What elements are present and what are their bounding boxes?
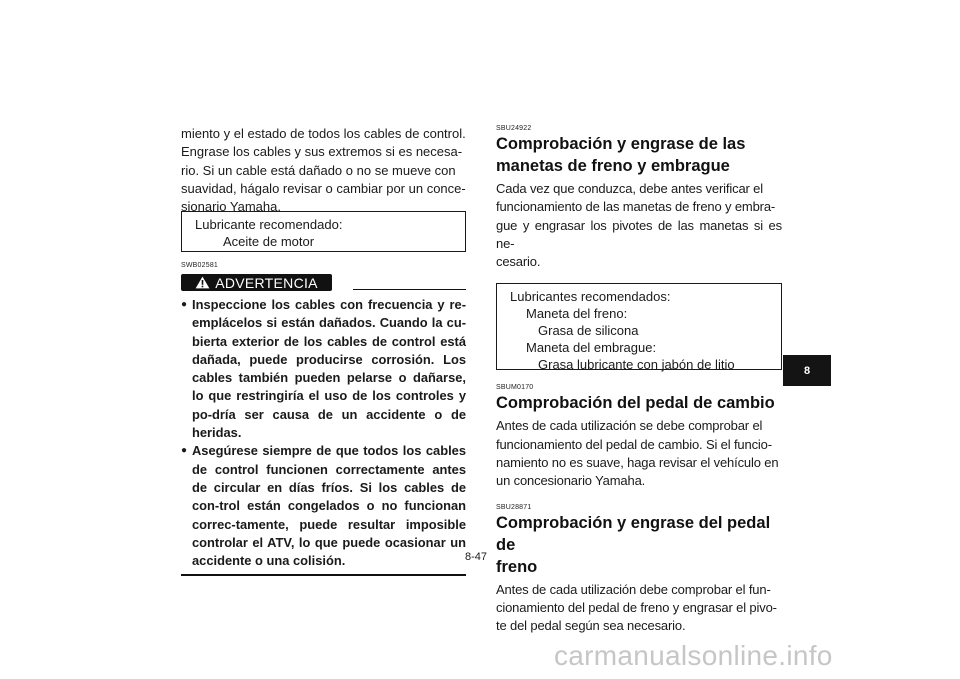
warning-header	[181, 274, 466, 291]
text-line: Antes de cada utilización debe comprobar el fun-	[496, 581, 771, 597]
lubricants-box	[496, 283, 782, 373]
warning-bullet-text: Asegúrese siempre de que todos los cables de control funcionen correctamente antes de circular en días fríos. Si los cables de con-trol están congelados o no funcionan correc-tamente, puede resultar imposible controlar el ATV, lo que puede ocasionar un accidente o una colisión.	[192, 443, 466, 569]
bullet-dot-icon: ●	[181, 445, 188, 457]
text-line: Cada vez que conduzca, debe antes verificar el	[496, 181, 763, 196]
right-column	[496, 125, 782, 636]
text-line: gue y engrasar los pivotes de las manetas si es ne-	[496, 217, 782, 251]
warning-badge	[181, 274, 332, 291]
lubricant-value: Aceite de motor	[223, 234, 315, 249]
brake-lever-label: Maneta del freno:	[526, 306, 628, 322]
left-column	[181, 125, 466, 576]
title-line: Comprobación y engrase del pedal de	[496, 513, 771, 554]
warning-rule	[353, 289, 466, 290]
bullet-dot-icon: ●	[181, 299, 188, 310]
warning-code: SWB02581	[181, 262, 219, 269]
title-line: Comprobación y engrase de las	[496, 135, 746, 153]
section-body	[496, 417, 782, 490]
section-code: SBU28871	[496, 503, 532, 511]
text-line: cesario.	[496, 254, 541, 270]
section-code: SBUM0170	[496, 384, 534, 392]
text-line: un concesionario Yamaha.	[496, 473, 646, 489]
section-title	[496, 512, 782, 578]
title-line: manetas de freno y embrague	[496, 157, 730, 175]
text-line: cionamiento del pedal de freno y engrasar el pivo-	[496, 599, 777, 615]
section-body	[496, 581, 782, 636]
text-line: suavidad, hágalo revisar o cambiar por un conce-	[181, 180, 466, 196]
chapter-number: 8	[803, 364, 811, 377]
text-line: Engrase los cables y sus extremos si es necesa-	[181, 144, 463, 160]
watermark: carmanualsonline.info	[554, 640, 833, 671]
brake-lever-value: Grasa de silicona	[538, 323, 639, 339]
warning-badge-label: ADVERTENCIA	[215, 274, 318, 291]
section-title: Comprobación del pedal de cambio	[496, 394, 775, 413]
text-line: funcionamiento de las manetas de freno y embra-	[496, 199, 776, 215]
text-line: Antes de cada utilización se debe comprobar el	[496, 418, 763, 434]
text-line: namiento no es suave, haga revisar el vehículo en	[496, 455, 779, 471]
chapter-tab	[783, 355, 831, 386]
title-line: freno	[496, 557, 538, 576]
text-line: rio. Si un cable está dañado o no se mueve con	[181, 162, 456, 178]
section-code: SBU24922	[496, 125, 532, 132]
text-line: sionario Yamaha.	[181, 199, 281, 215]
lubricant-label: Lubricante recomendado:	[195, 217, 343, 232]
section-body	[496, 180, 782, 271]
text-line: miento y el estado de todos los cables de control.	[181, 126, 466, 141]
warning-bullet	[181, 296, 466, 442]
lubricant-box	[181, 211, 466, 252]
text-line: funcionamiento del pedal de cambio. Si el funcio-	[496, 436, 772, 452]
cables-intro-paragraph	[181, 125, 466, 217]
clutch-lever-label: Maneta del embrague:	[526, 340, 657, 356]
page-number: 8-47	[465, 551, 488, 563]
text-line: te del pedal según sea necesario.	[496, 618, 686, 634]
warning-bullet	[181, 442, 466, 570]
clutch-lever-value: Grasa lubricante con jabón de litio	[538, 357, 735, 373]
section-title	[496, 133, 782, 177]
warning-bottom-rule	[181, 574, 466, 575]
warning-block	[181, 262, 466, 576]
warning-triangle-icon	[195, 276, 210, 289]
warning-bullet-text: Inspeccione los cables con frecuencia y re-emplácelos si están dañados. Cuando la cu-bierta exterior de los cables de control está dañada, puede producirse corrosión. Los cables también pueden pelarse o dañarse, lo que restringiría el uso de los controles y po-dría ser causa de un accidente o de heridas.	[192, 297, 466, 441]
lubricants-title: Lubricantes recomendados:	[510, 289, 671, 305]
